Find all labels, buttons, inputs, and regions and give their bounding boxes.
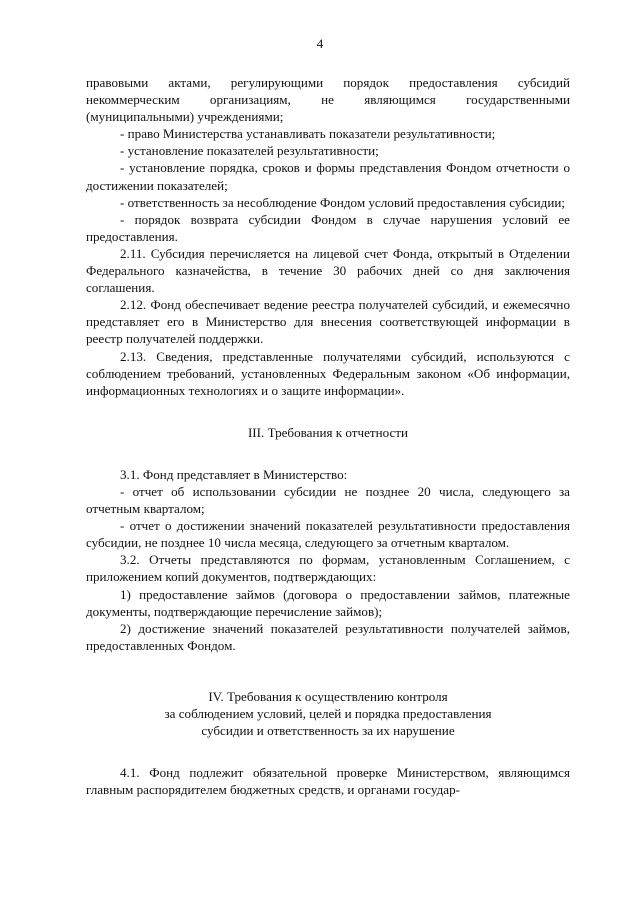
paragraph: 2.12. Фонд обеспечивает ведение реестра получателей субсидий, и ежемесячно представляет его в Министерство для внесения соответствующей информации в реестр получателей поддержки. (86, 297, 570, 347)
paragraph: - установление порядка, сроков и формы представления Фондом отчетности о достижении показателей; (86, 160, 570, 193)
section-heading-line: IV. Требования к осуществлению контроля (208, 688, 448, 704)
paragraph: 2) достижение значений показателей результативности получателей займов, предоставленных Фондом. (86, 620, 570, 653)
spacer (86, 441, 570, 466)
section-heading-line: за соблюдением условий, целей и порядка предоставления (164, 706, 492, 721)
spacer (86, 654, 570, 688)
spacer (86, 399, 570, 424)
paragraph: 2.13. Сведения, представленные получателями субсидий, используются с соблюдением требований, установленных Федеральным законом «Об информации, информационных технологиях и о защите информации». (86, 348, 570, 398)
paragraph: 4.1. Фонд подлежит обязательной проверке Министерством, являющимся главным распорядителем бюджетных средств, и органами государ- (86, 765, 570, 798)
paragraph: 2.11. Субсидия перечисляется на лицевой счет Фонда, открытый в Отделении Федерального казначейства, в течение 30 рабочих дней со дня заключения соглашения. (86, 245, 570, 296)
paragraph: 3.1. Фонд представляет в Министерство: (120, 466, 348, 482)
paragraph: - отчет об использовании субсидии не позднее 20 числа, следующего за отчетным кварталом; (86, 483, 570, 517)
paragraph: 3.2. Отчеты представляются по формам, установленным Соглашением, с приложением копий документов, подтверждающих: (86, 552, 570, 585)
paragraph: - отчет о достижении значений показателей результативности предоставления субсидии, не позднее 10 числа месяца, следующего за отчетным кварталом. (86, 518, 570, 551)
page-number: 4 (316, 36, 324, 51)
paragraph: правовыми актами, регулирующими порядок предоставления субсидий некоммерческим организациям, не являющимся государственными (муниципальными) учреждениями; (86, 75, 570, 125)
spacer (86, 739, 570, 764)
paragraph: - установление показателей результативности; (120, 143, 379, 159)
document-body (86, 74, 570, 798)
paragraph: - право Министерства устанавливать показатели результативности; (120, 126, 496, 142)
section-heading-line: субсидии и ответственность за их нарушение (201, 723, 455, 739)
paragraph: 1) предоставление займов (договора о предоставлении займов, платежные документы, подтверждающие перечисление займов); (86, 586, 570, 619)
paragraph: - ответственность за несоблюдение Фондом условий предоставления субсидии; (120, 194, 566, 210)
section-heading: III. Требования к отчетности (247, 424, 409, 440)
paragraph: - порядок возврата субсидии Фондом в случае нарушения условий ее предоставления. (86, 211, 570, 244)
